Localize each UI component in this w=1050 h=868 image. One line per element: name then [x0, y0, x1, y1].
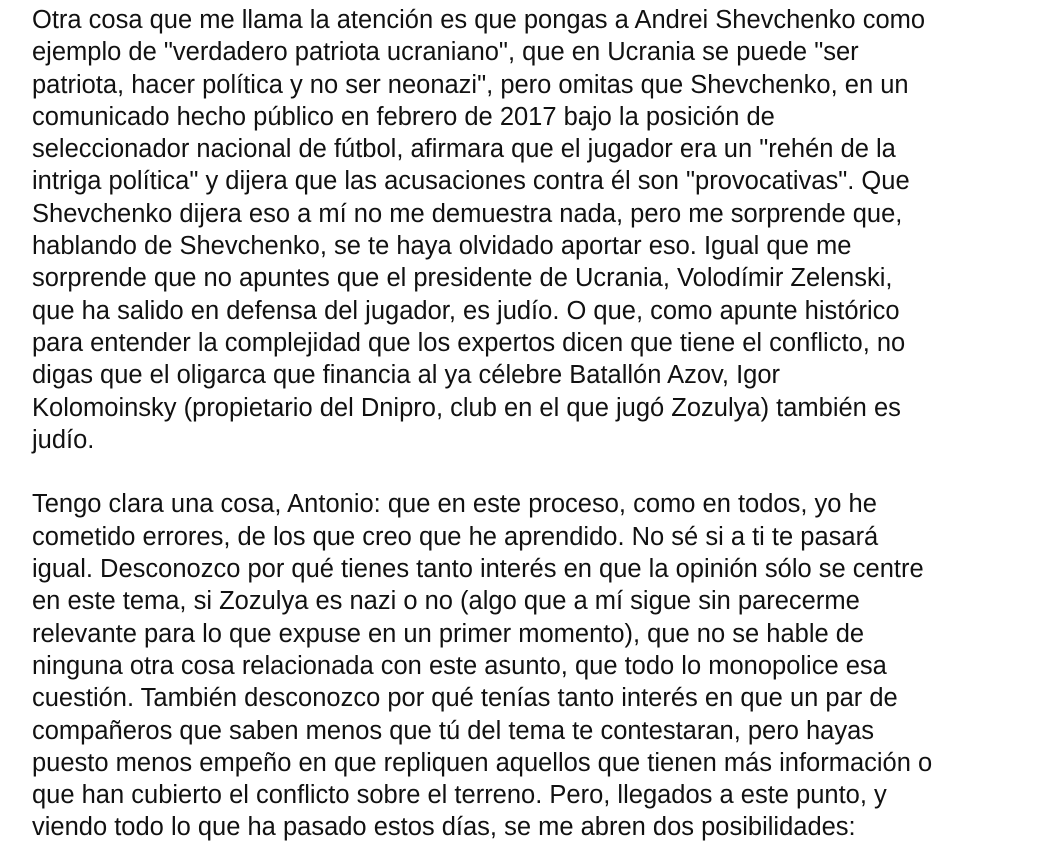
- text-line: ninguna otra cosa relacionada con este asunto, que todo lo monopolice esa: [32, 651, 887, 680]
- text-line: cuestión. También desconozco por qué tenías tanto interés en que un par de: [32, 684, 898, 713]
- text-line: intriga política" y dijera que las acusaciones contra él son "provocativas". Que: [32, 167, 910, 196]
- text-line: en este tema, si Zozulya es nazi o no (algo que a mí sigue sin parecerme: [32, 587, 860, 616]
- text-line: judío.: [32, 425, 95, 454]
- text-line: Otra cosa que me llama la atención es que pongas a Andrei Shevchenko como: [32, 6, 926, 34]
- paragraph-1: [32, 4, 1042, 456]
- text-line: digas que el oligarca que financia al ya célebre Batallón Azov, Igor: [32, 361, 781, 390]
- paragraph-gap: [32, 456, 1042, 488]
- text-line: Kolomoinsky (propietario del Dnipro, club en el que jugó Zozulya) también es: [32, 393, 901, 422]
- text-line: puesto menos empeño en que repliquen aquellos que tienen más información o: [32, 748, 933, 777]
- text-line: ejemplo de "verdadero patriota ucraniano", que en Ucrania se puede "ser: [32, 38, 859, 67]
- text-line: sorprende que no apuntes que el presidente de Ucrania, Volodímir Zelenski,: [32, 264, 893, 293]
- text-line: comunicado hecho público en febrero de 2017 bajo la posición de: [32, 102, 775, 131]
- text-line: para entender la complejidad que los expertos dicen que tiene el conflicto, no: [32, 328, 906, 357]
- text-line: relevante para lo que expuse en un primer momento), que no se hable de: [32, 619, 865, 648]
- text-line: igual. Desconozco por qué tienes tanto interés en que la opinión sólo se centre: [32, 555, 924, 584]
- text-line: seleccionador nacional de fútbol, afirmara que el jugador era un "rehén de la: [32, 135, 896, 164]
- text-line: viendo todo lo que ha pasado estos días, se me abren dos posibilidades:: [32, 813, 856, 842]
- text-line: cometido errores, de los que creo que he aprendido. No sé si a ti te pasará: [32, 522, 879, 551]
- text-line: Tengo clara una cosa, Antonio: que en este proceso, como en todos, yo he: [32, 490, 877, 519]
- text-line: Shevchenko dijera eso a mí no me demuestra nada, pero me sorprende que,: [32, 199, 903, 228]
- text-line: hablando de Shevchenko, se te haya olvidado aportar eso. Igual que me: [32, 232, 852, 261]
- text-line: que ha salido en defensa del jugador, es judío. O que, como apunte histórico: [32, 296, 900, 325]
- paragraph-2: [32, 488, 1042, 843]
- text-line: compañeros que saben menos que tú del tema te contestaran, pero hayas: [32, 716, 875, 745]
- text-line: que han cubierto el conflicto sobre el terreno. Pero, llegados a este punto, y: [32, 781, 887, 810]
- text-line: patriota, hacer política y no ser neonazi", pero omitas que Shevchenko, en un: [32, 70, 909, 99]
